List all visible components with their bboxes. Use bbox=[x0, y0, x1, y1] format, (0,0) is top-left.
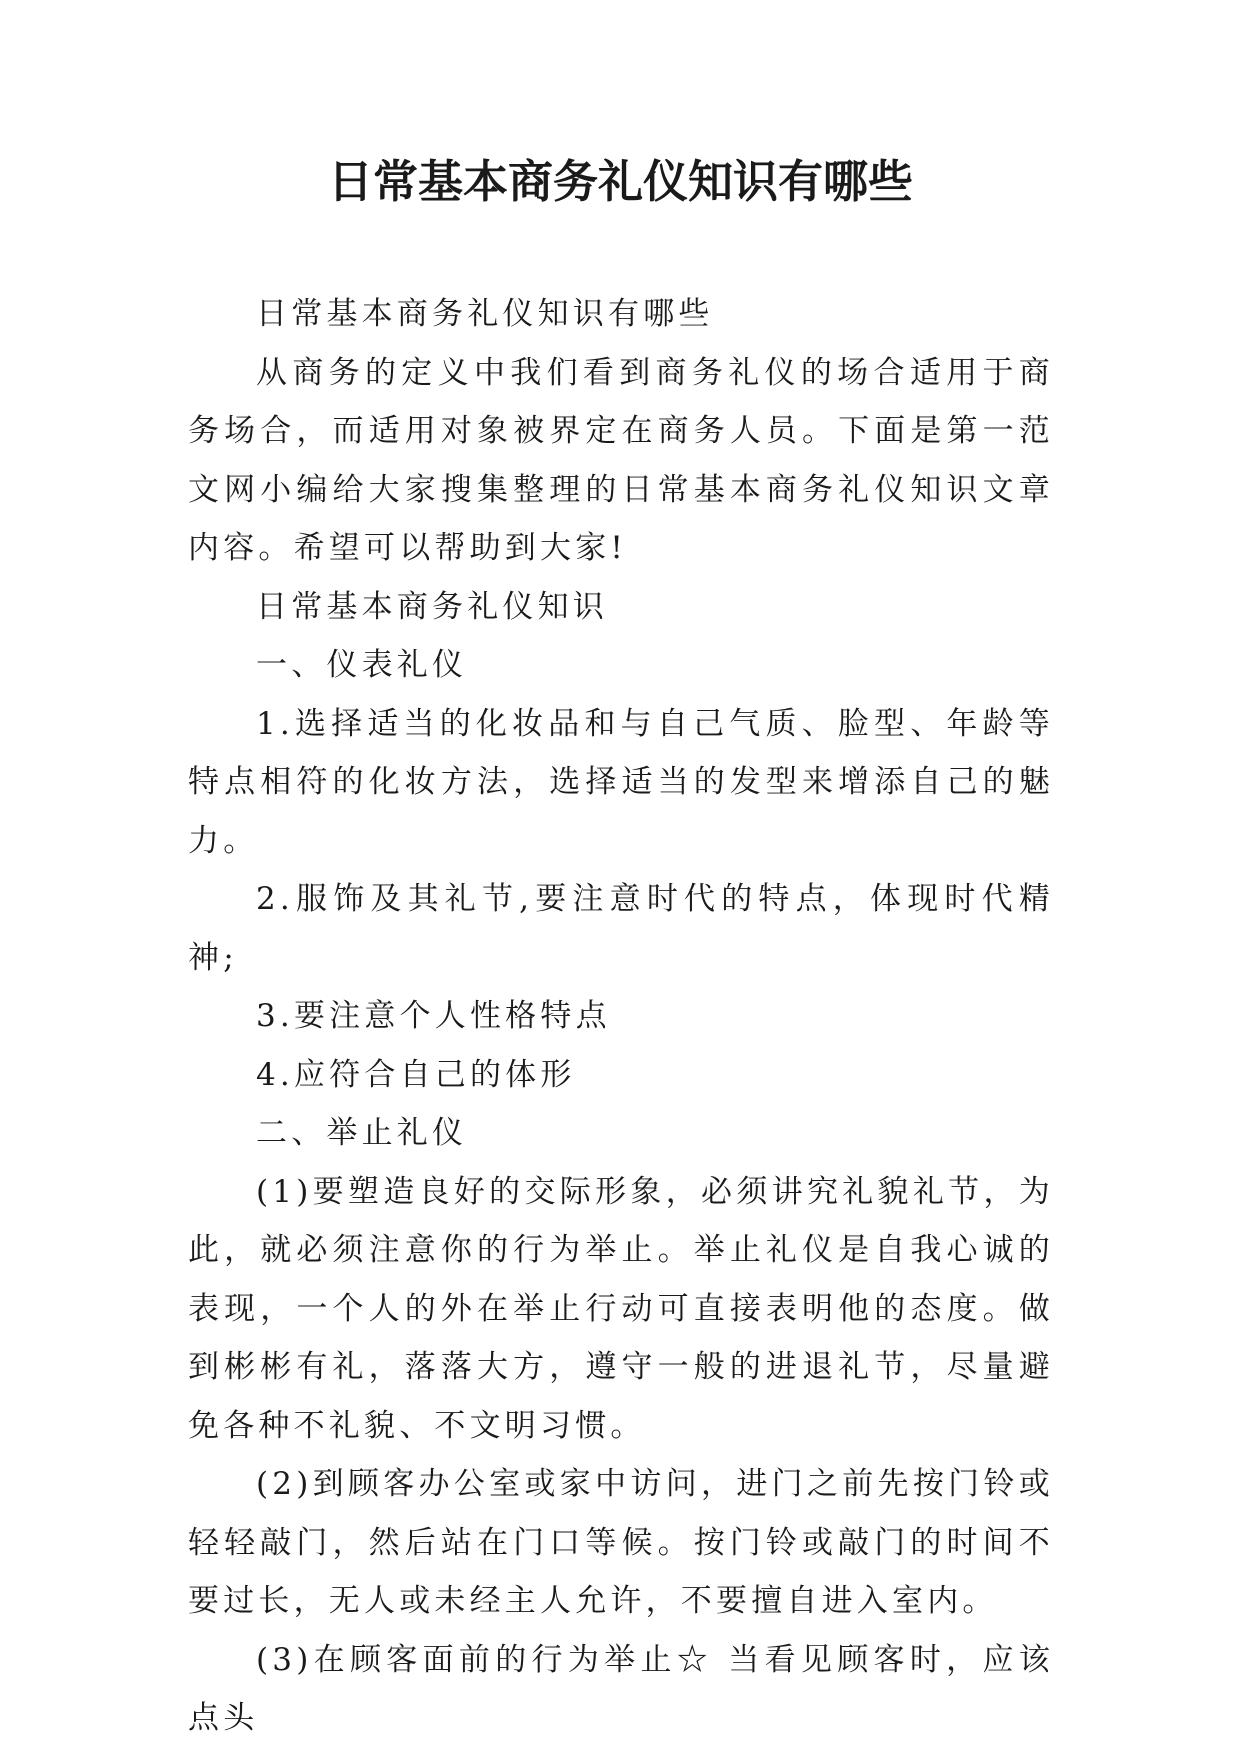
paragraph-section-one: 一、仪表礼仪 bbox=[256, 647, 468, 683]
paragraph-point-2: (2)到顾客办公室或家中访问，进门之前先按门铃或轻轻敲门，然后站在门口等候。按门铃或敲门的时间不要过长，无人或未经主人允许，不要擅自进入室内。 bbox=[188, 1466, 1054, 1619]
paragraph-section-heading: 日常基本商务礼仪知识 bbox=[256, 588, 608, 625]
document-title: 日常基本商务礼仪知识有哪些 bbox=[327, 155, 913, 208]
paragraph-item-1: 1.选择适当的化妆品和与自己气质、脸型、年龄等特点相符的化妆方法，选择适当的发型来增添自己的魅力。 bbox=[188, 705, 1054, 859]
document-body bbox=[188, 285, 1054, 1748]
paragraph-point-3: (3)在顾客面前的行为举止☆ 当看见顾客时，应该点头 bbox=[188, 1641, 1054, 1736]
paragraph-point-1: (1)要塑造良好的交际形象，必须讲究礼貌礼节，为此，就必须注意你的行为举止。举止礼仪是自我心诚的表现，一个人的外在举止行动可直接表明他的态度。做到彬彬有礼，落落大方，遵守一般的进退礼节，尽量避免各种不礼貌、不文明习惯。 bbox=[188, 1173, 1054, 1444]
paragraph-item-2: 2.服饰及其礼节,要注意时代的特点，体现时代精神; bbox=[188, 881, 1054, 976]
paragraph-section-two: 二、举止礼仪 bbox=[256, 1115, 468, 1151]
paragraph-item-4: 4.应符合自己的体形 bbox=[256, 1056, 576, 1093]
paragraph-item-3: 3.要注意个人性格特点 bbox=[256, 998, 611, 1034]
paragraph-heading-repeat: 日常基本商务礼仪知识有哪些 bbox=[256, 296, 714, 332]
paragraph-intro: 从商务的定义中我们看到商务礼仪的场合适用于商务场合，而适用对象被界定在商务人员。下面是第一范文网小编给大家搜集整理的日常基本商务礼仪知识文章内容。希望可以帮助到大家! bbox=[188, 354, 1054, 566]
